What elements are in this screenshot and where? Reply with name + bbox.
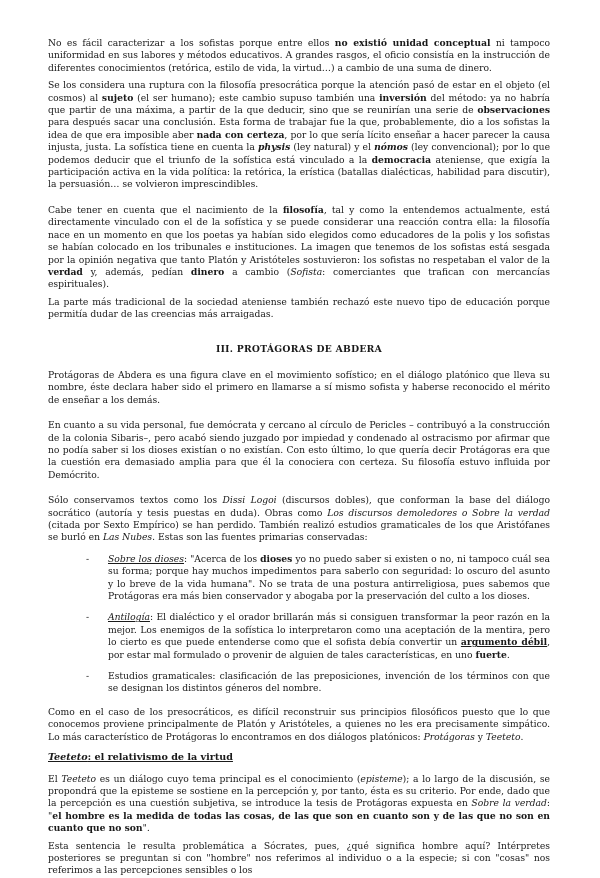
text-run: Protágoras de Abdera es una figura clave en el movimiento sofístico; en el diálogo platónico que lleva su nombre, éste declara haber sido el primero en llamarse a sí mismo sofista y haberse reconocido el mérito de enseñar a los demás. (48, 369, 550, 406)
text-run: : "Acerca de los (183, 553, 261, 565)
text-run: Sobre la verdad (471, 798, 547, 810)
text-run: (discursos dobles), que conforman la base del diálogo socrático (autoría y tesis puestas en duda). Obras como (48, 495, 550, 519)
list-item-text (108, 671, 550, 694)
text-run: El (48, 773, 62, 785)
text-run: filosofía (282, 204, 324, 216)
text-run: : comerciantes que trafican con mercancías espirituales). (48, 266, 550, 291)
text-run: , tal y como la entendemos actualmente, está directamente vinculado con el de la sofística y se puede considerar una reacción contra ella: la filosofía nace en un momento en que los poetas ya habían sido elegidos como educadores de la polis y los sofistas se habían colocado en los tribunales e instituciones. La imagen que tenemos de los sofistas está sesgada por la opinión negativa que tanto Platón y Aristóteles sostuvieron: los sofistas no respetaban el valor de la (48, 204, 550, 266)
text-run: . (520, 731, 524, 743)
text-run: En cuanto a su vida personal, fue demócrata y cercano al círculo de Pericles – contribuyó a la construcción de la colonia Sibaris–, pero acabó siendo juzgado por impiedad y condenado al ostracismo por afirmar que no podía saber si los dioses existían o no existían. Con esto último, lo que quería decir Protágoras era que la cuestión era demasiado amplia para que él la conociera con certeza. Su filosofía estuvo influida por Demócrito. (48, 420, 550, 481)
text-run: y, además, pedían (82, 266, 191, 278)
list-bullet: - (86, 553, 90, 565)
text-run: Teeteto (485, 731, 521, 743)
primary-sources-list (48, 554, 550, 696)
text-run: ateniense, que exigía la participación activa en la vida política: la retórica, la erística (batallas dialécticas, habilidad para discutir), la persuasión… se volvieron imprescindibles. (48, 154, 551, 191)
text-run: Como en el caso de los presocráticos, es difícil reconstruir sus principios filosóficos puesto que lo que conocemos proviene principalmente de Platón y Aristóteles, a quienes no les era precisamente simpático. Lo más característico de Protágoras lo encontramos en dos diálogos platónicos: (48, 706, 550, 743)
text-run: (el ser humano); este cambio supuso también una (133, 92, 380, 104)
text-run: yo no puedo saber si existen o no, ni tampoco cuál sea su forma; porque hay muchos impedimentos para saberlo con seguridad: lo oscuro del asunto y lo breve de la vida humana". No se trata de una postura antirreligiosa, pues sabemos que Protágoras era más bien conservador y abogaba por la preservación del culto a los dioses. (108, 553, 550, 603)
text-run: (ley convencional); por lo que podemos deducir que el triunfo de la sofística está vinculado a la (48, 142, 551, 166)
text-run: Estudios gramaticales: clasificación de las preposiciones, invención de los términos con que se designan los distintos géneros del nombre. (108, 671, 550, 695)
text-run: Dissi Logoi (222, 495, 277, 507)
text-run: Esta sentencia le resulta problemática a Sócrates, pues, ¿qué significa hombre aquí? Intérpretes posteriores se preguntan si con "hombre" nos referimos al individuo o a la especie; si con "cosas" nos referimos a las percepciones sensibles o los (48, 840, 550, 877)
text-run: . Estas son las fuentes primarias conservadas: (152, 532, 368, 544)
philosophy-paragraph (48, 205, 550, 292)
text-run: : El dialéctico y el orador brillarán más si consiguen transformar la peor razón en la mejor. Los enemigos de la sofística lo interpretaron como una aceptación de la mentira, pero lo cierto es que puede entenderse como que el sofista debía convertir un (108, 612, 550, 649)
text-run: a cambio ( (224, 266, 291, 278)
text-run: del método: ya no habría que partir de una máxima, a partir de la que deducir, sino que se reunirían una serie de (48, 92, 550, 117)
text-run: y (474, 731, 486, 743)
text-run: para después sacar una conclusión. Esta forma de trabajar fue la que, probablemente, dio a los sofistas la idea de que era imposible aber (48, 117, 550, 141)
text-run: el hombre es la medida de todas las cosas, de las que son en cuanto son y de las que no son en cuanto que no son (48, 810, 550, 835)
text-run: , por lo que sería lícito enseñar a hacer parecer la causa injusta, justa. La sofística tiene en cuenta la (48, 129, 550, 154)
text-run: nada con certeza (196, 129, 285, 141)
text-run: observaciones (477, 105, 550, 117)
text-run: episteme (360, 773, 403, 785)
text-run: fuerte (475, 649, 507, 661)
text-run: : " (48, 798, 550, 822)
list-item (86, 671, 550, 696)
text-run: dinero (190, 266, 225, 278)
text-run: (ley natural) y el (290, 142, 375, 154)
list-item (86, 612, 551, 662)
text-run: Las Nubes (102, 532, 153, 544)
text-run: ni tampoco uniformidad en sus labores y métodos educativos. A grandes rasgos, el oficio consistía en la instrucción de diferentes conocimientos (retórica, estilo de vida, la virtud…) a cambio de una suma de dinero. (48, 38, 551, 74)
list-item (86, 553, 550, 604)
text-run: No es fácil caracterizar a los sofistas porque entre ellos (48, 38, 335, 49)
text-run: Cabe tener en cuenta que el nacimiento de la (48, 204, 283, 216)
text-run: dioses (260, 553, 293, 565)
text-run: inversión (379, 92, 427, 104)
rupture-paragraph (48, 80, 550, 192)
text-run: Teeteto (48, 752, 88, 764)
text-run: Teeteto (61, 773, 96, 785)
text-run: sujeto (101, 92, 134, 104)
text-run: argumento débil (460, 637, 548, 649)
text-run: democracia (371, 154, 432, 166)
list-item-text (108, 554, 550, 602)
teeteto-paragraph (48, 774, 550, 836)
text-run: Sofista (290, 266, 323, 278)
text-run: es un diálogo cuyo tema principal es el conocimiento ( (96, 773, 361, 785)
text-run: Sólo conservamos textos como los (48, 495, 223, 507)
text-run: no existió unidad conceptual (334, 38, 491, 49)
text-run: nómos (374, 142, 408, 154)
text-run: La parte más tradicional de la sociedad ateniense también rechazó este nuevo tipo de educación porque permitía dudar de las creencias más arraigadas. (48, 296, 550, 321)
text-run: ". (142, 823, 150, 835)
list-bullet: - (86, 612, 90, 624)
protagoras-intro-paragraph (48, 370, 550, 407)
sentence-paragraph (48, 841, 550, 878)
texts-paragraph (48, 495, 550, 545)
text-run: physis (257, 142, 291, 154)
subsection-heading (48, 752, 550, 764)
list-bullet: - (86, 671, 90, 683)
list-item-text (108, 612, 550, 660)
text-run: Protágoras (423, 731, 475, 743)
text-run: : el relativismo de la virtud (87, 752, 233, 764)
text-run: (citada por Sexto Empírico) se han perdido. También realizó estudios gramaticales de los que Aristófanes se burló en (48, 520, 550, 544)
intro-paragraph (48, 38, 550, 75)
tradition-paragraph (48, 297, 550, 322)
text-run: ); a lo largo de la discusión, se propondrá que la episteme se sostiene en la percepción y, por tanto, ésta es su criterio. Por ende, dado que la percepción es una cuestión subjetiva, se introduce la tesis de Protágoras expuesta en (48, 773, 550, 810)
text-run: verdad (48, 266, 83, 278)
text-run: Se los considera una ruptura con la filosofía presocrática porque la atención pasó de estar en el objeto (el cosmos) al (48, 80, 550, 104)
text-run: , por estar mal formulado o provenir de alguien de tales características, en uno (108, 637, 551, 661)
text-run: . (506, 649, 510, 661)
text-run: Antilogía (108, 612, 150, 624)
personal-life-paragraph (48, 420, 550, 482)
text-run: Los discursos demoledores o Sobre la verdad (327, 507, 550, 519)
section-heading: III. PROTÁGORAS DE ABDERA (215, 343, 383, 355)
reconstruction-paragraph (48, 707, 550, 744)
text-run: Sobre los dioses (108, 553, 184, 565)
